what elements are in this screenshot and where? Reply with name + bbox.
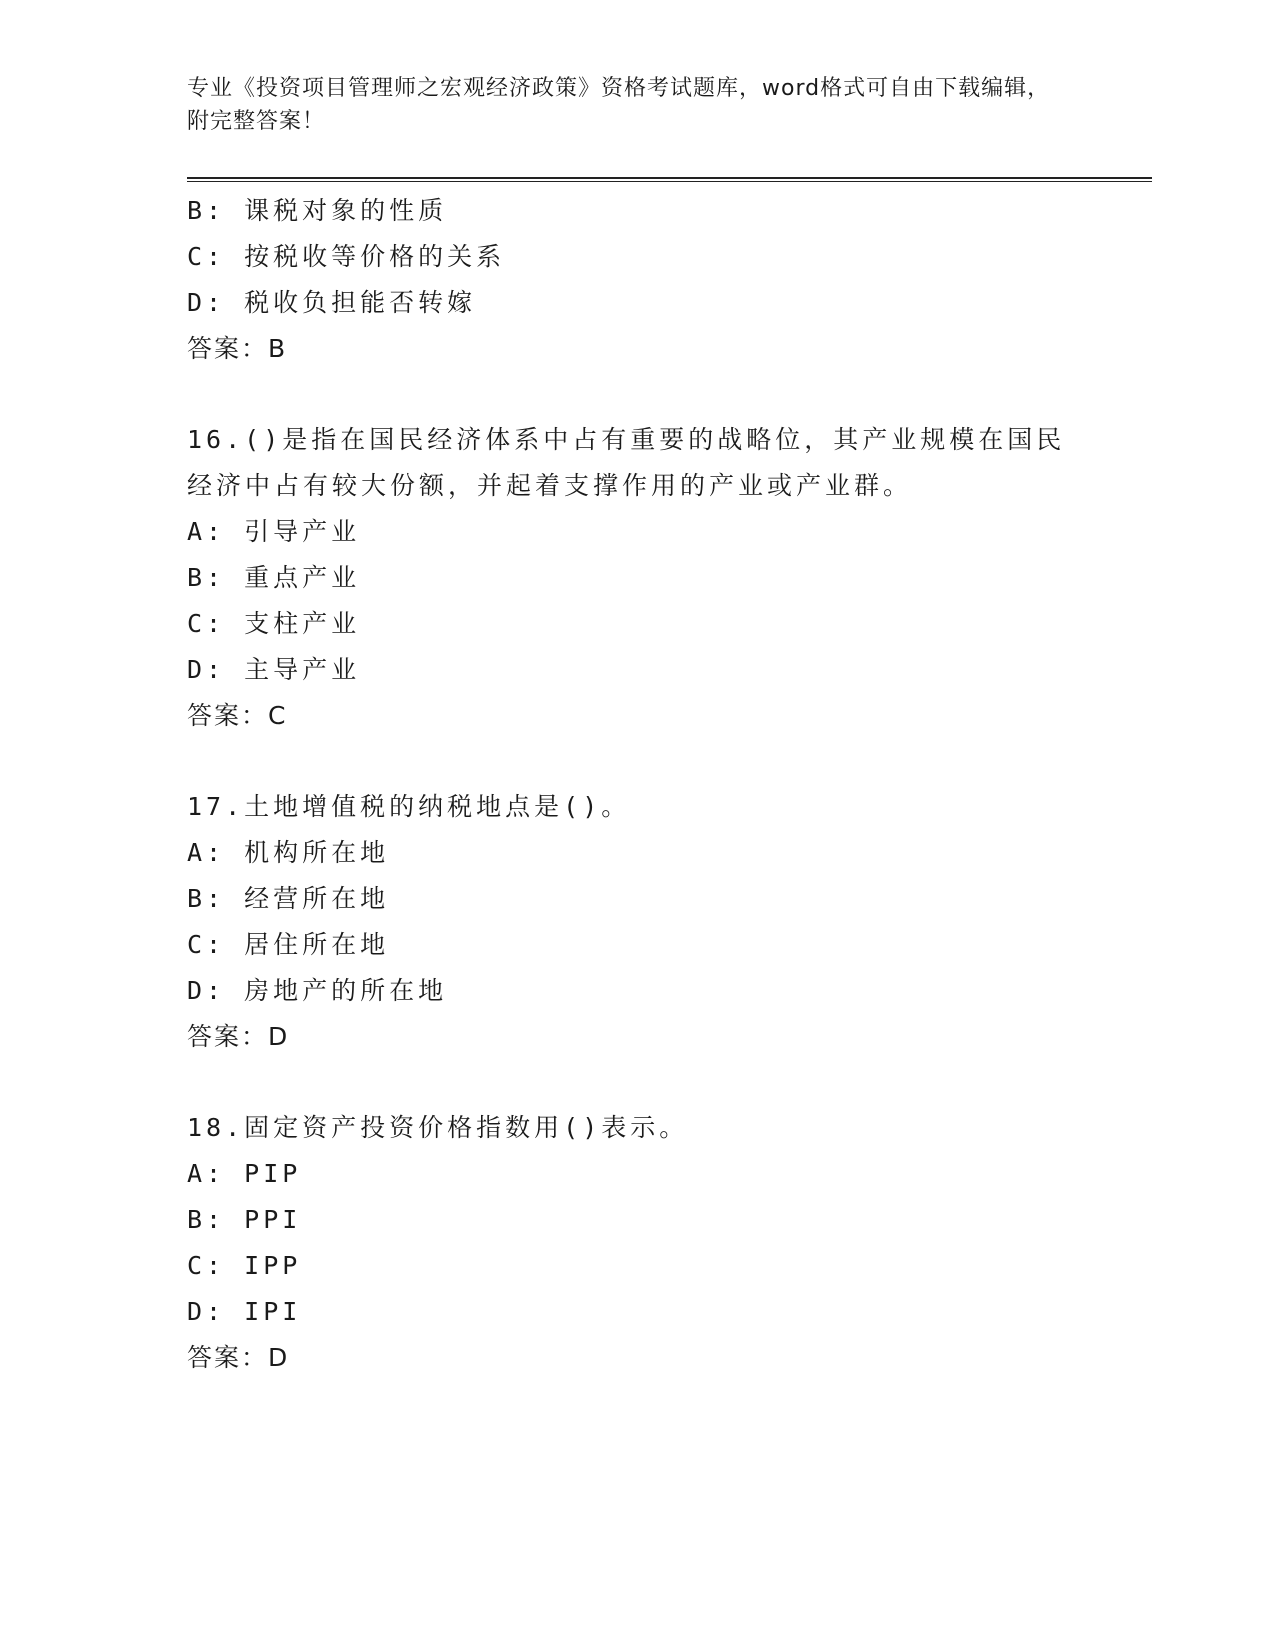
- answer-line: 答案：B: [187, 334, 288, 363]
- option-c: C: 按税收等价格的关系: [187, 242, 506, 271]
- option-d: D: 税收负担能否转嫁: [187, 288, 477, 317]
- header-rule-thick: [187, 177, 1152, 179]
- option-d: D: 房地产的所在地: [187, 976, 448, 1005]
- option-d: D: 主导产业: [187, 655, 361, 684]
- answer-line: 答案：C: [187, 701, 288, 730]
- answer-line: 答案：D: [187, 1343, 290, 1372]
- header-rule-thin: [187, 181, 1152, 182]
- question-17: [187, 784, 1087, 1060]
- spacer: [187, 1060, 1087, 1105]
- question-text: 16.()是指在国民经济体系中占有重要的战略位，其产业规模在国民经济中占有较大份额，并起着支撑作用的产业或产业群。: [187, 425, 1066, 500]
- option-d: D: IPI: [187, 1297, 302, 1326]
- option-a: A: 引导产业: [187, 517, 361, 546]
- option-b: B: PPI: [187, 1205, 302, 1234]
- option-c: C: 居住所在地: [187, 930, 390, 959]
- question-18: [187, 1105, 1087, 1381]
- document-body: [187, 188, 1087, 1381]
- option-c: C: 支柱产业: [187, 609, 361, 638]
- option-c: C: IPP: [187, 1251, 302, 1280]
- option-b: B: 课税对象的性质: [187, 196, 448, 225]
- question-text: 18.固定资产投资价格指数用()表示。: [187, 1113, 689, 1142]
- option-a: A: PIP: [187, 1159, 302, 1188]
- answer-line: 答案：D: [187, 1022, 290, 1051]
- option-b: B: 经营所在地: [187, 884, 390, 913]
- document-header: 专业《投资项目管理师之宏观经济政策》资格考试题库，word格式可自由下载编辑，附完整答案！: [187, 76, 1051, 134]
- spacer: [187, 739, 1087, 784]
- question-text: 17.土地增值税的纳税地点是()。: [187, 792, 631, 821]
- question-15-continuation: [187, 188, 1087, 372]
- option-a: A: 机构所在地: [187, 838, 390, 867]
- question-16: [187, 417, 1087, 739]
- spacer: [187, 372, 1087, 417]
- option-b: B: 重点产业: [187, 563, 361, 592]
